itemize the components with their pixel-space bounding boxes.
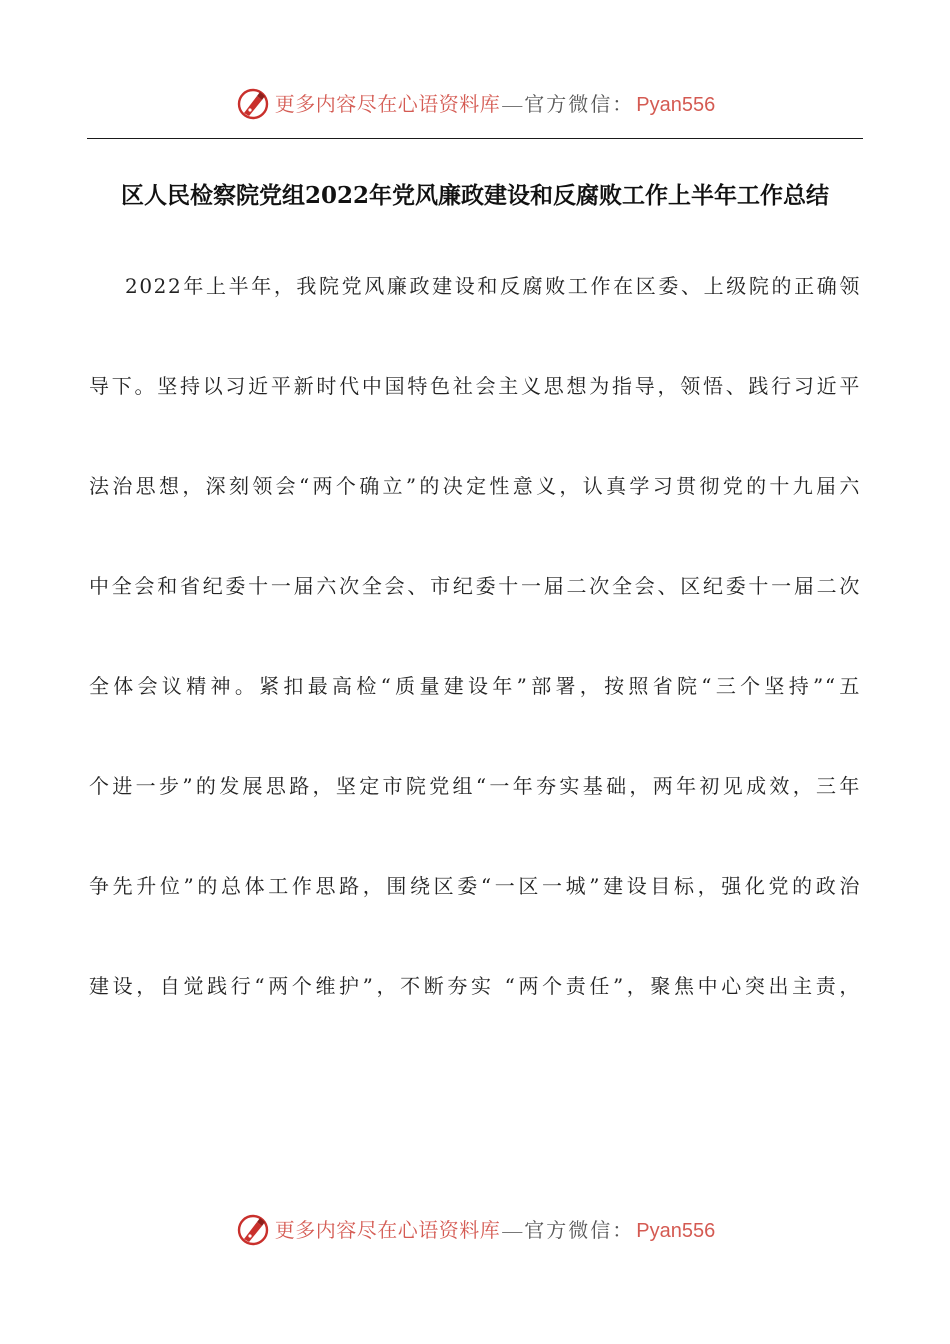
banner-dash: — bbox=[502, 93, 523, 116]
banner-brand-text: 更多内容尽在心语资料库 bbox=[274, 1217, 501, 1242]
body-line: 中全会和省纪委十一届六次全会、市纪委十一届二次全会、区纪委十一届二次 bbox=[89, 574, 861, 598]
banner-official-label: 官方微信： bbox=[524, 1217, 635, 1242]
banner-wechat-id: Pyan556 bbox=[636, 1219, 716, 1242]
body-line: 建设，自觉践行“两个维护”，不断夯实 “两个责任”，聚焦中心突出主责， bbox=[89, 974, 861, 998]
banner-dash: — bbox=[502, 1219, 523, 1242]
footer-banner bbox=[0, 1208, 950, 1252]
header-banner-text bbox=[275, 92, 715, 117]
body-line: 争先升位”的总体工作思路，围绕区委“一区一城”建设目标，强化党的政治 bbox=[89, 874, 861, 898]
body-line: 2022年上半年，我院党风廉政建设和反腐败工作在区委、上级院的正确领 bbox=[125, 274, 861, 298]
body-line: 全体会议精神。紧扣最高检“质量建设年”部署，按照省院“三个坚持”“五 bbox=[89, 674, 861, 698]
body-line: 导下。坚持以习近平新时代中国特色社会主义思想为指导，领悟、践行习近平 bbox=[89, 374, 861, 398]
header-banner bbox=[0, 82, 950, 126]
header-divider bbox=[87, 138, 863, 139]
document-title: 区人民检察院党组2022年党风廉政建设和反腐败工作上半年工作总结 bbox=[120, 182, 829, 209]
pen-nib-logo-icon bbox=[235, 86, 271, 122]
document-body bbox=[89, 264, 861, 1064]
body-line: 个进一步”的发展思路，坚定市院党组“一年夯实基础，两年初见成效，三年 bbox=[89, 774, 861, 798]
body-line: 法治思想，深刻领会“两个确立”的决定性意义，认真学习贯彻党的十九届六 bbox=[89, 474, 861, 498]
banner-official-label: 官方微信： bbox=[524, 91, 635, 116]
footer-banner-text bbox=[275, 1218, 715, 1243]
banner-brand-text: 更多内容尽在心语资料库 bbox=[274, 91, 501, 116]
pen-nib-logo-icon bbox=[235, 1212, 271, 1248]
banner-wechat-id: Pyan556 bbox=[636, 93, 716, 116]
